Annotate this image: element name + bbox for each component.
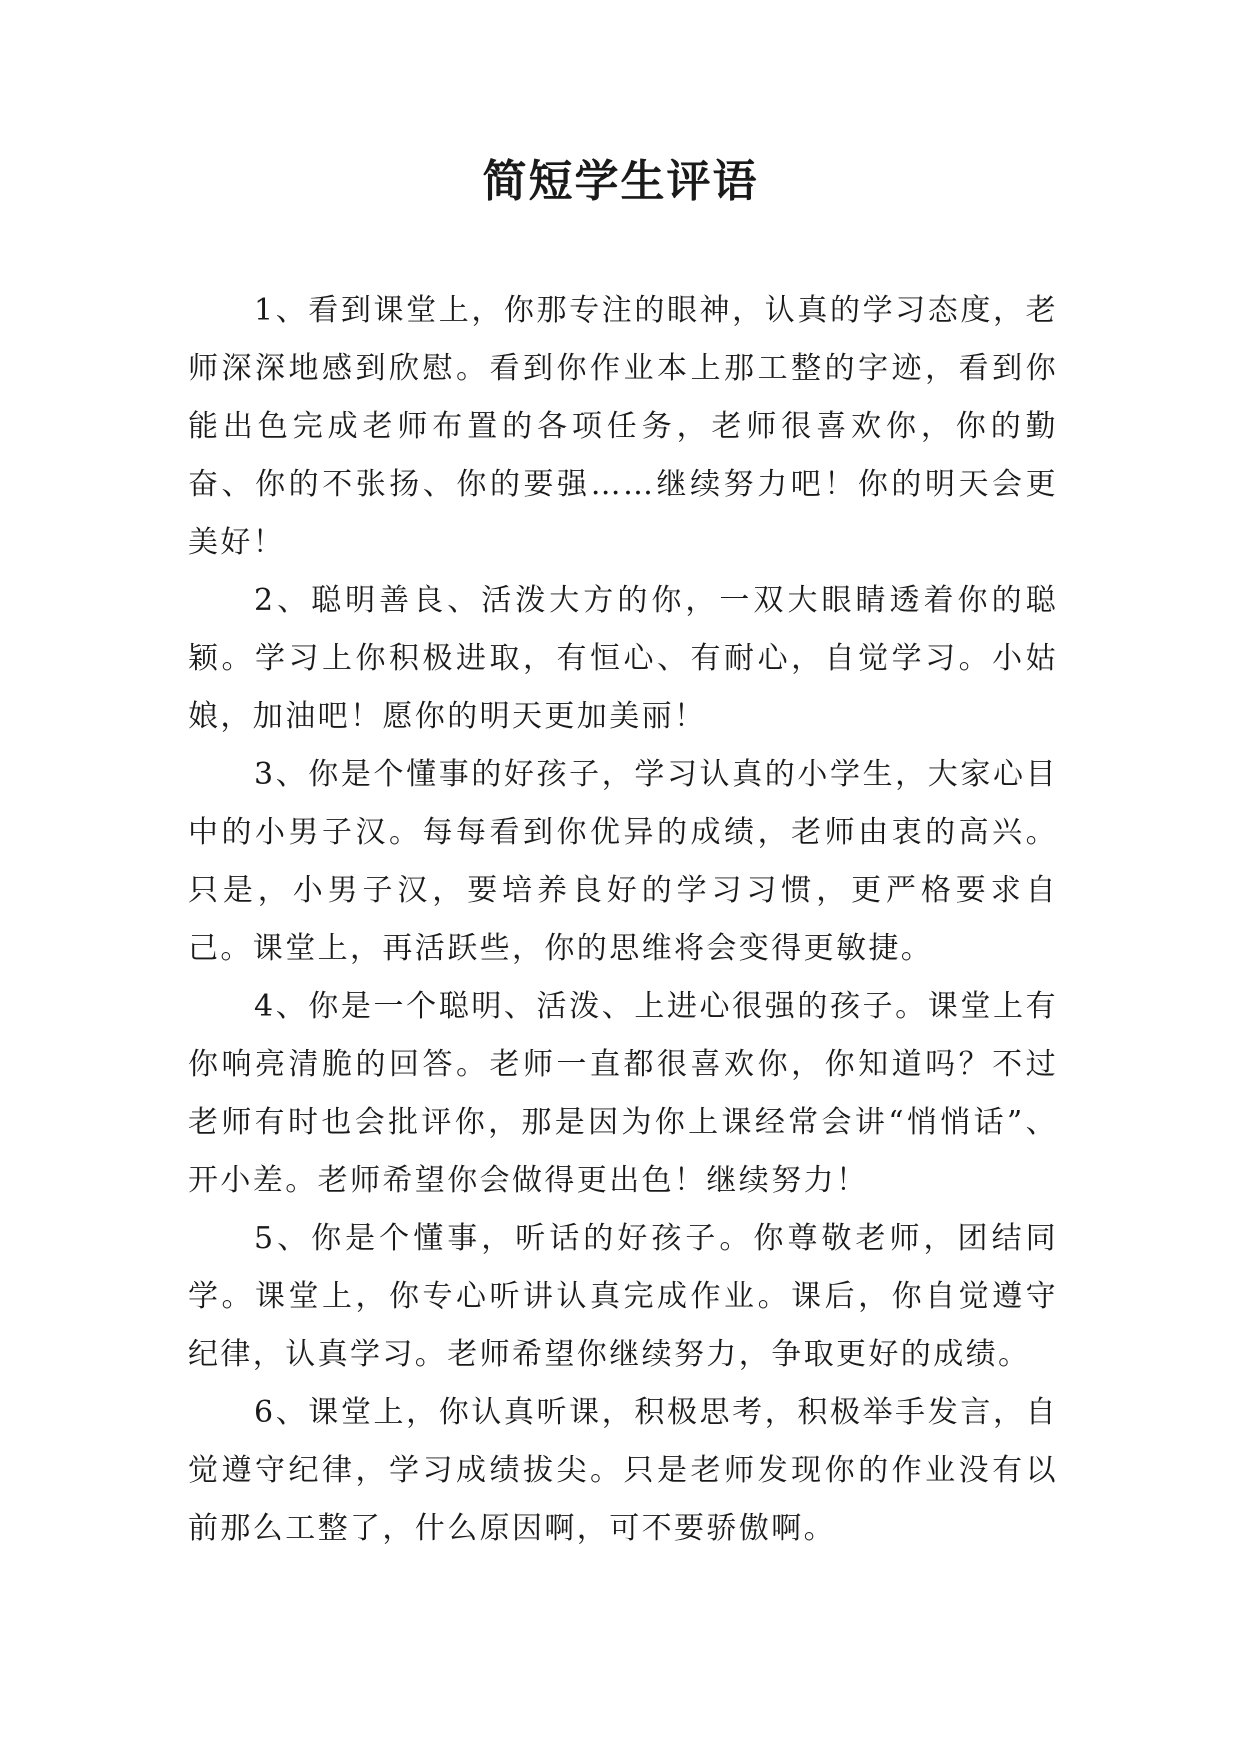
comment-paragraph-1: 1、看到课堂上，你那专注的眼神，认真的学习态度，老师深深地感到欣慰。看到你作业本上那工整的字迹，看到你能出色完成老师布置的各项任务，老师很喜欢你，你的勤奋、你的不张扬、你的要强……继续努力吧！你的明天会更美好！: [188, 293, 1058, 560]
document-title: 简短学生评语: [482, 156, 759, 207]
document-body: [188, 282, 1058, 1558]
comment-paragraph-6: 6、课堂上，你认真听课，积极思考，积极举手发言，自觉遵守纪律，学习成绩拔尖。只是老师发现你的作业没有以前那么工整了，什么原因啊，可不要骄傲啊。: [188, 1395, 1058, 1546]
comment-paragraph-4: 4、你是一个聪明、活泼、上进心很强的孩子。课堂上有你响亮清脆的回答。老师一直都很喜欢你，你知道吗？不过老师有时也会批评你，那是因为你上课经常会讲“悄悄话”、开小差。老师希望你会做得更出色！继续努力！: [188, 989, 1058, 1198]
comment-paragraph-3: 3、你是个懂事的好孩子，学习认真的小学生，大家心目中的小男子汉。每每看到你优异的成绩，老师由衷的高兴。只是，小男子汉，要培养良好的学习习惯，更严格要求自己。课堂上，再活跃些，你的思维将会变得更敏捷。: [188, 757, 1058, 966]
comment-paragraph-5: 5、你是个懂事，听话的好孩子。你尊敬老师，团结同学。课堂上，你专心听讲认真完成作业。课后，你自觉遵守纪律，认真学习。老师希望你继续努力，争取更好的成绩。: [188, 1221, 1058, 1372]
comment-paragraph-2: 2、聪明善良、活泼大方的你，一双大眼睛透着你的聪颖。学习上你积极进取，有恒心、有耐心，自觉学习。小姑娘，加油吧！愿你的明天更加美丽！: [188, 583, 1058, 734]
